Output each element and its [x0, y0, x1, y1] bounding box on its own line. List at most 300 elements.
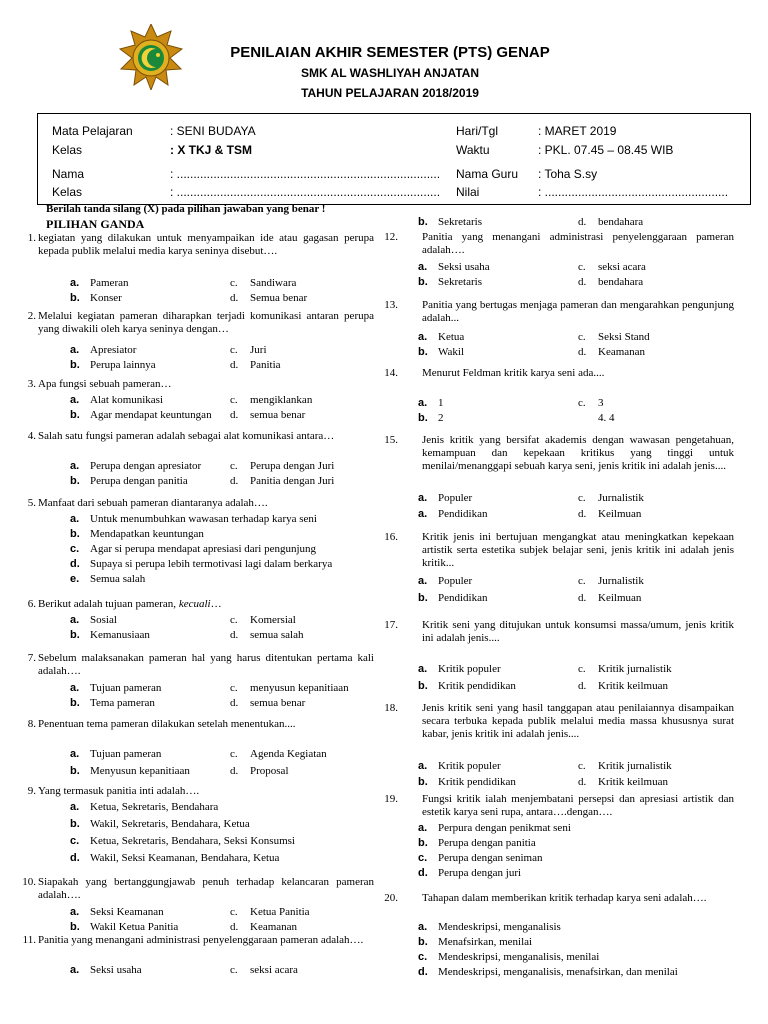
- option-letter: d.: [418, 867, 428, 879]
- option-text: Apresiator: [90, 344, 137, 356]
- answer-option[interactable]: [70, 394, 163, 407]
- option-letter: b.: [418, 776, 428, 788]
- option-text: 1: [438, 397, 444, 409]
- answer-option[interactable]: [578, 412, 615, 425]
- question-text: Apa fungsi sebuah pameran…: [38, 378, 172, 390]
- option-text: Sekretaris: [438, 276, 482, 288]
- answer-option[interactable]: [578, 760, 672, 773]
- answer-option[interactable]: [70, 765, 190, 778]
- option-text: Konser: [90, 292, 122, 304]
- exam-title: PENILAIAN AKHIR SEMESTER (PTS) GENAP: [230, 44, 550, 61]
- option-letter: c.: [70, 835, 80, 847]
- question-text: Yang termasuk panitia inti adalah….: [38, 785, 200, 797]
- instruction-text: Berilah tanda silang (X) pada pilihan jawaban yang benar !: [46, 203, 326, 215]
- teacher-label: Nama Guru: [456, 167, 519, 181]
- question-text: Siapakah yang bertanggungjawab penuh terhadap kelancaran pameran adalah….: [38, 876, 374, 901]
- option-letter: b.: [70, 528, 80, 540]
- option-letter: c.: [418, 951, 428, 963]
- answer-option[interactable]: [578, 492, 644, 505]
- student-info-box: [37, 113, 751, 205]
- option-letter: a.: [70, 394, 80, 406]
- option-letter: b.: [418, 216, 428, 228]
- option-letter: d.: [230, 765, 239, 777]
- option-text: Mendeskripsi, menganalisis, menilai: [438, 951, 600, 963]
- question-number: 10.: [22, 876, 36, 888]
- option-letter: d.: [578, 508, 587, 520]
- option-text: Sosial: [90, 614, 117, 626]
- option-text: Komersial: [250, 614, 296, 626]
- option-letter: a.: [70, 614, 80, 626]
- option-text: Semua salah: [90, 573, 146, 585]
- option-letter: d.: [578, 680, 587, 692]
- question-number: 17.: [384, 619, 398, 631]
- option-letter: c.: [230, 344, 238, 356]
- option-letter: d.: [230, 921, 239, 933]
- answer-option[interactable]: [418, 331, 464, 344]
- option-letter: c.: [230, 682, 238, 694]
- option-text: semua salah: [250, 629, 304, 641]
- class-value: : X TKJ & TSM: [170, 143, 253, 157]
- answer-option[interactable]: [230, 629, 303, 642]
- option-text: Agar mendapat keuntungan: [90, 409, 212, 421]
- answer-option[interactable]: [418, 852, 542, 865]
- answer-option[interactable]: [418, 346, 464, 359]
- option-text: Ketua, Sekretaris, Bendahara, Seksi Konsumsi: [90, 835, 295, 847]
- option-letter: b.: [70, 409, 80, 421]
- option-text: Juri: [250, 344, 267, 356]
- option-letter: b.: [70, 697, 80, 709]
- question-number: 5.: [27, 497, 36, 509]
- option-letter: b.: [418, 837, 428, 849]
- option-text: Pendidikan: [438, 508, 488, 520]
- question-number: 14.: [384, 367, 398, 379]
- answer-option[interactable]: [418, 575, 472, 588]
- option-text: Menafsirkan, menilai: [438, 936, 533, 948]
- option-text: Keilmuan: [598, 592, 642, 604]
- answer-option[interactable]: [230, 359, 281, 372]
- option-text: Kritik pendidikan: [438, 776, 516, 788]
- option-text: Seksi Stand: [598, 331, 650, 343]
- option-text: Kritik keilmuan: [598, 680, 668, 692]
- question-text: Manfaat dari sebuah pameran diantaranya adalah….: [38, 497, 268, 509]
- option-letter: b.: [70, 292, 80, 304]
- option-letter: d.: [578, 276, 587, 288]
- option-letter: b.: [418, 412, 428, 424]
- school-name: SMK AL WASHLIYAH ANJATAN: [300, 66, 479, 80]
- answer-option[interactable]: [70, 906, 164, 919]
- question-number: 9.: [27, 785, 36, 797]
- answer-option[interactable]: [418, 822, 571, 835]
- answer-option[interactable]: [70, 835, 295, 848]
- option-letter: a.: [70, 277, 80, 289]
- option-text: 3: [598, 397, 604, 409]
- teacher-value: : Toha S.sy: [538, 167, 598, 181]
- answer-option[interactable]: [70, 697, 155, 710]
- answer-option[interactable]: [70, 964, 142, 977]
- option-letter: b.: [70, 475, 80, 487]
- option-letter: c.: [578, 663, 586, 675]
- option-text: Agenda Kegiatan: [250, 748, 327, 760]
- option-letter: c.: [230, 614, 238, 626]
- answer-option[interactable]: [230, 409, 305, 422]
- answer-option[interactable]: [578, 575, 644, 588]
- answer-option[interactable]: [230, 277, 296, 290]
- option-text: Agar si perupa mendapat apresiasi dari pengunjung: [90, 543, 317, 555]
- option-text: Perupa dengan panitia: [90, 475, 188, 487]
- name-field[interactable]: : ...............................................................................: [170, 167, 441, 181]
- question-text: Panitia yang menangani administrasi penyelenggaraan pameran adalah….: [38, 934, 364, 946]
- option-letter: e.: [70, 573, 80, 585]
- option-letter: d.: [230, 409, 239, 421]
- answer-option[interactable]: [418, 276, 482, 289]
- option-letter: d.: [70, 558, 80, 570]
- time-label: Waktu: [456, 143, 490, 157]
- option-text: Jurnalistik: [598, 575, 644, 587]
- option-text: bendahara: [598, 216, 644, 228]
- answer-option[interactable]: [70, 460, 201, 473]
- option-letter: a.: [418, 760, 428, 772]
- option-letter: a.: [70, 906, 80, 918]
- option-letter: c.: [70, 543, 80, 555]
- option-letter: d.: [578, 216, 587, 228]
- answer-option[interactable]: [418, 921, 561, 934]
- score-label: Nilai: [456, 185, 480, 199]
- option-letter: a.: [70, 682, 80, 694]
- school-logo: [118, 24, 184, 90]
- option-text: mengiklankan: [250, 394, 313, 406]
- answer-option[interactable]: [578, 680, 668, 693]
- answer-option[interactable]: [70, 292, 122, 305]
- answer-option[interactable]: [418, 592, 488, 605]
- score-field[interactable]: : .......................................................: [538, 185, 729, 199]
- option-letter: a.: [70, 344, 80, 356]
- option-text: Kritik keilmuan: [598, 776, 668, 788]
- option-text: Menyusun kepanitiaan: [90, 765, 190, 777]
- answer-option[interactable]: [70, 409, 212, 422]
- answer-option[interactable]: [578, 346, 645, 359]
- option-letter: d.: [230, 359, 239, 371]
- option-text: Alat komunikasi: [90, 394, 164, 406]
- option-letter: c.: [230, 277, 238, 289]
- question-number: 19.: [384, 793, 398, 805]
- name-label: Nama: [52, 167, 85, 181]
- option-text: Proposal: [250, 765, 289, 777]
- option-letter: c.: [578, 331, 586, 343]
- answer-option[interactable]: [70, 543, 316, 556]
- option-letter: a.: [70, 460, 80, 472]
- option-text: Keilmuan: [598, 508, 642, 520]
- answer-option[interactable]: [418, 261, 490, 274]
- subject-value: : SENI BUDAYA: [170, 124, 256, 138]
- answer-option[interactable]: [70, 475, 188, 488]
- option-text: Populer: [438, 492, 473, 504]
- answer-option[interactable]: [578, 216, 643, 229]
- option-letter: b.: [418, 592, 428, 604]
- option-text: Perupa dengan Juri: [250, 460, 335, 472]
- answer-option[interactable]: [418, 397, 444, 410]
- answer-option[interactable]: [230, 921, 297, 934]
- option-text: semua benar: [250, 409, 306, 421]
- answer-option[interactable]: [230, 614, 296, 627]
- option-text: bendahara: [598, 276, 644, 288]
- option-letter: a.: [418, 261, 428, 273]
- answer-option[interactable]: [578, 663, 672, 676]
- question-number: 8.: [27, 718, 36, 730]
- answer-option[interactable]: [230, 964, 298, 977]
- option-letter: c.: [230, 964, 238, 976]
- option-text: Keamanan: [250, 921, 298, 933]
- option-text: 2: [438, 412, 444, 424]
- question-number: 7.: [27, 652, 36, 664]
- question-text-emphasis: kecuali: [178, 598, 211, 610]
- question-text-main: Berikut adalah tujuan pameran,: [38, 598, 179, 610]
- option-letter: d.: [578, 592, 587, 604]
- question-number: 4.: [27, 430, 36, 442]
- option-letter: a.: [70, 964, 80, 976]
- option-text: Mendeskripsi, menganalisis: [438, 921, 561, 933]
- option-text: seksi acara: [598, 261, 646, 273]
- date-label: Hari/Tgl: [456, 124, 499, 138]
- student-class-field[interactable]: : ...............................................................................: [170, 185, 441, 199]
- question-number: 2.: [27, 310, 36, 322]
- option-letter: b.: [418, 276, 428, 288]
- answer-option[interactable]: [70, 359, 156, 372]
- subject-label: Mata Pelajaran: [52, 124, 133, 138]
- option-text: Seksi usaha: [90, 964, 142, 976]
- option-text: Sandiwara: [250, 277, 297, 289]
- option-text: Pendidikan: [438, 592, 488, 604]
- answer-option[interactable]: [418, 412, 444, 425]
- option-letter: c.: [578, 575, 586, 587]
- answer-option[interactable]: [578, 261, 646, 274]
- option-letter: d.: [230, 697, 239, 709]
- option-text: 4. 4: [598, 412, 615, 424]
- option-letter: a.: [418, 508, 428, 520]
- question-number: 11.: [22, 934, 36, 946]
- option-letter: a.: [418, 822, 428, 834]
- answer-option[interactable]: [70, 528, 204, 541]
- answer-option[interactable]: [70, 852, 279, 865]
- answer-option[interactable]: [418, 663, 501, 676]
- option-text: Panitia dengan Juri: [250, 475, 335, 487]
- option-letter: a.: [70, 748, 80, 760]
- option-letter: b.: [418, 936, 428, 948]
- date-value: : MARET 2019: [538, 124, 617, 138]
- answer-option[interactable]: [418, 776, 516, 789]
- answer-option[interactable]: [70, 558, 332, 571]
- question-number: 20.: [384, 892, 398, 904]
- option-letter: d.: [230, 629, 239, 641]
- option-letter: c.: [578, 397, 586, 409]
- option-text: Panitia: [250, 359, 281, 371]
- option-text: Seksi Keamanan: [90, 906, 164, 918]
- option-letter: a.: [418, 331, 428, 343]
- answer-option[interactable]: [70, 682, 161, 695]
- option-text: Ketua Panitia: [250, 906, 310, 918]
- answer-option[interactable]: [418, 966, 678, 979]
- question-text: kegiatan yang dilakukan untuk menyampaikan ide atau gagasan perupa kepada publik melalui media karya seninya disebut….: [38, 232, 374, 257]
- option-letter: b.: [70, 765, 80, 777]
- option-text: Semua benar: [250, 292, 308, 304]
- answer-option[interactable]: [418, 936, 532, 949]
- option-letter: a.: [418, 492, 428, 504]
- answer-option[interactable]: [230, 748, 327, 761]
- question-number: 6.: [27, 598, 36, 610]
- option-text: Wakil, Seksi Keamanan, Bendahara, Ketua: [90, 852, 280, 864]
- option-text: Wakil Ketua Panitia: [90, 921, 179, 933]
- option-letter: d.: [230, 475, 239, 487]
- answer-option[interactable]: [230, 460, 334, 473]
- option-text: Ketua: [438, 331, 465, 343]
- answer-option[interactable]: [418, 760, 501, 773]
- answer-option[interactable]: [70, 748, 161, 761]
- option-text: menyusun kepanitiaan: [250, 682, 349, 694]
- answer-option[interactable]: [578, 508, 641, 521]
- option-text: Tujuan pameran: [90, 748, 162, 760]
- option-text: Perupa dengan juri: [438, 867, 522, 879]
- question-text: Tahapan dalam memberikan kritik terhadap karya seni adalah….: [422, 892, 707, 904]
- answer-option[interactable]: [418, 867, 521, 880]
- answer-option[interactable]: [70, 277, 128, 290]
- option-letter: a.: [70, 513, 80, 525]
- option-letter: d.: [578, 776, 587, 788]
- student-class-label: Kelas: [52, 185, 83, 199]
- option-text: Kritik jurnalistik: [598, 663, 672, 675]
- option-letter: a.: [70, 801, 80, 813]
- option-text: Perupa dengan panitia: [438, 837, 536, 849]
- option-letter: a.: [418, 397, 428, 409]
- option-text: Keamanan: [598, 346, 646, 358]
- question-number: 12.: [384, 231, 398, 243]
- option-text: seksi acara: [250, 964, 298, 976]
- answer-option[interactable]: [418, 951, 599, 964]
- answer-option[interactable]: [70, 513, 317, 526]
- answer-option[interactable]: [230, 344, 267, 357]
- option-text: Kritik populer: [438, 760, 501, 772]
- answer-option[interactable]: [70, 614, 117, 627]
- answer-option[interactable]: [578, 776, 668, 789]
- class-label: Kelas: [52, 143, 83, 157]
- option-text: Supaya si perupa lebih termotivasi lagi dalam berkarya: [90, 558, 333, 570]
- option-letter: c.: [230, 906, 238, 918]
- answer-option[interactable]: [70, 801, 218, 814]
- option-text: Wakil: [438, 346, 464, 358]
- option-text: Kritik populer: [438, 663, 501, 675]
- option-letter: a.: [418, 575, 428, 587]
- answer-option[interactable]: [230, 682, 349, 695]
- option-text: Mendeskripsi, menganalisis, menafsirkan, dan menilai: [438, 966, 678, 978]
- answer-option[interactable]: [70, 921, 178, 934]
- option-text: semua benar: [250, 697, 306, 709]
- option-text: Kritik pendidikan: [438, 680, 516, 692]
- question-text: Jenis kritik yang bersifat akademis dengan wawasan pengetahuan, kemampuan dan kepekaan kritikus yang tinggi untuk menilai/menanggapi sebuah karya seni, jenis kritik ini adalah jenis....: [422, 434, 734, 472]
- answer-option[interactable]: [418, 837, 536, 850]
- question-text: Menurut Feldman kritik karya seni ada....: [422, 367, 605, 379]
- option-text: Kemanusiaan: [90, 629, 150, 641]
- time-value: : PKL. 07.45 – 08.45 WIB: [538, 143, 674, 157]
- option-letter: b.: [418, 346, 428, 358]
- academic-year: TAHUN PELAJARAN 2018/2019: [301, 86, 479, 100]
- option-text: Tujuan pameran: [90, 682, 162, 694]
- option-text: Pameran: [90, 277, 129, 289]
- option-text: Populer: [438, 575, 473, 587]
- option-letter: c.: [230, 460, 238, 472]
- question-text: Melalui kegiatan pameran diharapkan terjadi komunikasi antaran perupa yang diwakili oleh karya seninya dengan…: [38, 310, 374, 335]
- option-letter: b.: [70, 921, 80, 933]
- question-text: Kritik seni yang ditujukan untuk konsumsi massa/umum, jenis kritik ini adalah jenis....: [422, 619, 734, 644]
- answer-option[interactable]: [418, 492, 472, 505]
- question-text: Penentuan tema pameran dilakukan setelah menentukan....: [38, 718, 296, 730]
- option-letter: c.: [578, 492, 586, 504]
- option-letter: b.: [70, 629, 80, 641]
- question-text: Kritik jenis ini bertujuan mengangkat atau meningkatkan kepekaan artistik serta estetika subjek belajar seni, jenis kritik ini adalah jenis kritik...: [422, 531, 734, 569]
- answer-option[interactable]: [578, 397, 604, 410]
- question-number: 16.: [384, 531, 398, 543]
- answer-option[interactable]: [70, 629, 150, 642]
- answer-option[interactable]: [230, 697, 305, 710]
- option-letter: d.: [70, 852, 80, 864]
- answer-option[interactable]: [418, 216, 482, 229]
- answer-option[interactable]: [418, 680, 516, 693]
- question-text: Jenis kritik seni yang hasil tanggapan atau penilaiannya disampaikan secara terbuka kepada publik melalui media massa khususnya surat kabar, jenis kritik ini adalah jenis....: [422, 702, 734, 740]
- answer-option[interactable]: [230, 906, 310, 919]
- option-text: Tema pameran: [90, 697, 155, 709]
- option-text: Jurnalistik: [598, 492, 644, 504]
- option-letter: c.: [578, 760, 586, 772]
- question-text: Sebelum malaksanakan pameran hal yang harus ditentukan pertama kali adalah….: [38, 652, 374, 677]
- answer-option[interactable]: [70, 344, 136, 357]
- answer-option[interactable]: [230, 394, 312, 407]
- question-number: 15.: [384, 434, 398, 446]
- answer-option[interactable]: [70, 573, 145, 586]
- option-letter: c.: [230, 394, 238, 406]
- option-text: Ketua, Sekretaris, Bendahara: [90, 801, 219, 813]
- option-letter: b.: [70, 359, 80, 371]
- option-text: Perupa dengan seniman: [438, 852, 543, 864]
- option-letter: c.: [230, 748, 238, 760]
- option-text: Perupa lainnya: [90, 359, 156, 371]
- answer-option[interactable]: [230, 475, 334, 488]
- answer-option[interactable]: [230, 292, 307, 305]
- answer-option[interactable]: [578, 331, 650, 344]
- option-letter: c.: [418, 852, 428, 864]
- option-letter: b.: [70, 818, 80, 830]
- option-text: Perupa dengan apresiator: [90, 460, 202, 472]
- school-emblem-icon: [118, 24, 184, 90]
- answer-option[interactable]: [230, 765, 289, 778]
- answer-option[interactable]: [578, 276, 643, 289]
- question-number: 18.: [384, 702, 398, 714]
- question-text: Berikut adalah tujuan pameran, kecuali…: [38, 598, 222, 610]
- option-letter: d.: [418, 966, 428, 978]
- option-text: Perpura dengan penikmat seni: [438, 822, 571, 834]
- option-letter: a.: [418, 663, 428, 675]
- question-text: Panitia yang bertugas menjaga pameran dan mengarahkan pengunjung adalah...: [422, 299, 734, 324]
- answer-option[interactable]: [418, 508, 488, 521]
- option-letter: d.: [230, 292, 239, 304]
- question-text: Salah satu fungsi pameran adalah sebagai alat komunikasi antara…: [38, 430, 335, 442]
- option-letter: b.: [418, 680, 428, 692]
- question-text: Fungsi kritik ialah menjembatani persepsi dan apresiasi artistik dan estetik karya seni rupa, antara….dengan….: [422, 793, 734, 818]
- answer-option[interactable]: [70, 818, 250, 831]
- option-letter: c.: [578, 261, 586, 273]
- option-text: Sekretaris: [438, 216, 482, 228]
- question-number: 13.: [384, 299, 398, 311]
- option-text: Mendapatkan keuntungan: [90, 528, 204, 540]
- answer-option[interactable]: [578, 592, 641, 605]
- option-text: Wakil, Sekretaris, Bendahara, Ketua: [90, 818, 250, 830]
- option-text: Seksi usaha: [438, 261, 490, 273]
